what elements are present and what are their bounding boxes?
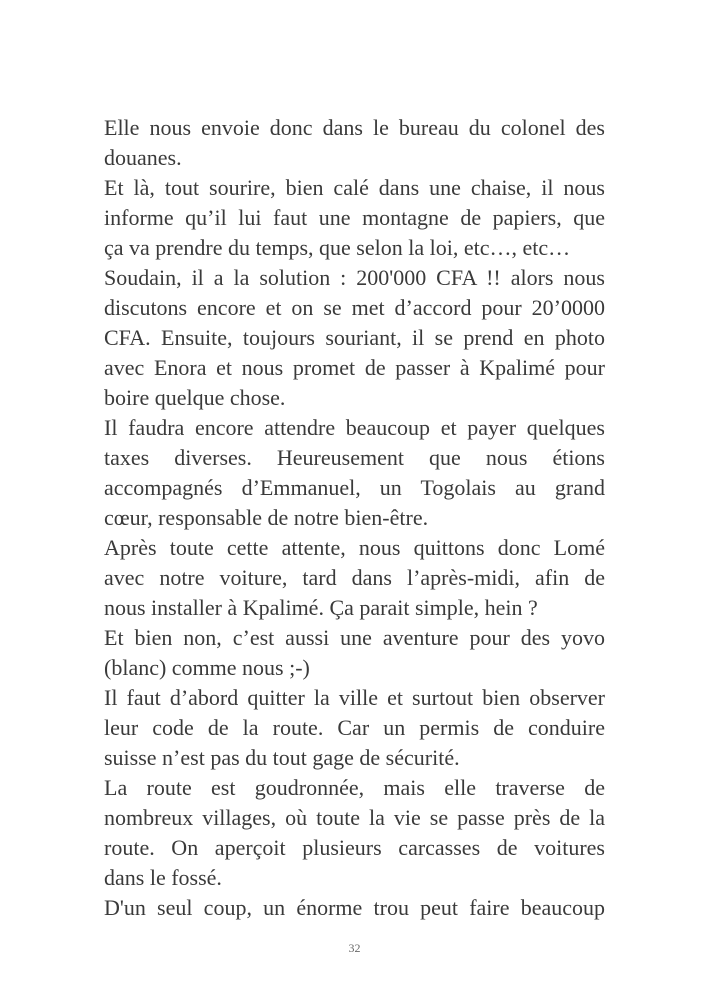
text-line: route. On aperçoit plusieurs carcasses de voitures: [104, 835, 605, 860]
text-line: Il faudra encore attendre beaucoup et payer quelques: [104, 415, 605, 440]
text-line: ça va prendre du temps, que selon la loi, etc…, etc…: [104, 235, 571, 260]
paragraph: [104, 113, 605, 173]
text-line: nombreux villages, où toute la vie se passe près de la: [104, 805, 605, 830]
text-line: (blanc) comme nous ;-): [104, 655, 310, 680]
text-line: taxes diverses. Heureusement que nous étions: [104, 445, 605, 470]
body-text: [104, 113, 605, 923]
text-line: leur code de la route. Car un permis de conduire: [104, 715, 605, 740]
text-line: cœur, responsable de notre bien-être.: [104, 505, 429, 530]
paragraph: [104, 173, 605, 263]
text-line: avec notre voiture, tard dans l’après-midi, afin de: [104, 565, 605, 590]
paragraph: [104, 623, 605, 683]
text-line: La route est goudronnée, mais elle traverse de: [104, 775, 605, 800]
text-line: boire quelque chose.: [104, 385, 286, 410]
text-line: Après toute cette attente, nous quittons donc Lomé: [104, 535, 605, 560]
paragraph: [104, 893, 605, 923]
paragraph: [104, 263, 605, 413]
text-line: douanes.: [104, 145, 182, 170]
text-line: discutons encore et on se met d’accord pour 20’0000: [104, 295, 605, 320]
text-line: CFA. Ensuite, toujours souriant, il se prend en photo: [104, 325, 605, 350]
text-line: nous installer à Kpalimé. Ça parait simple, hein ?: [104, 595, 538, 620]
text-line: avec Enora et nous promet de passer à Kpalimé pour: [104, 355, 605, 380]
page-number: 32: [348, 941, 361, 955]
text-line: Et là, tout sourire, bien calé dans une chaise, il nous: [104, 175, 605, 200]
text-line: Soudain, il a la solution : 200'000 CFA !! alors nous: [104, 265, 605, 290]
paragraph: [104, 683, 605, 773]
text-line: Elle nous envoie donc dans le bureau du colonel des: [104, 115, 605, 140]
text-line: D'un seul coup, un énorme trou peut faire beaucoup: [104, 895, 605, 920]
paragraph: [104, 773, 605, 893]
text-line: Il faut d’abord quitter la ville et surtout bien observer: [104, 685, 605, 710]
paragraph: [104, 533, 605, 623]
text-line: Et bien non, c’est aussi une aventure pour des yovo: [104, 625, 605, 650]
text-line: suisse n’est pas du tout gage de sécurité.: [104, 745, 460, 770]
text-line: informe qu’il lui faut une montagne de papiers, que: [104, 205, 605, 230]
text-line: accompagnés d’Emmanuel, un Togolais au grand: [104, 475, 605, 500]
text-line: dans le fossé.: [104, 865, 222, 890]
paragraph: [104, 413, 605, 533]
